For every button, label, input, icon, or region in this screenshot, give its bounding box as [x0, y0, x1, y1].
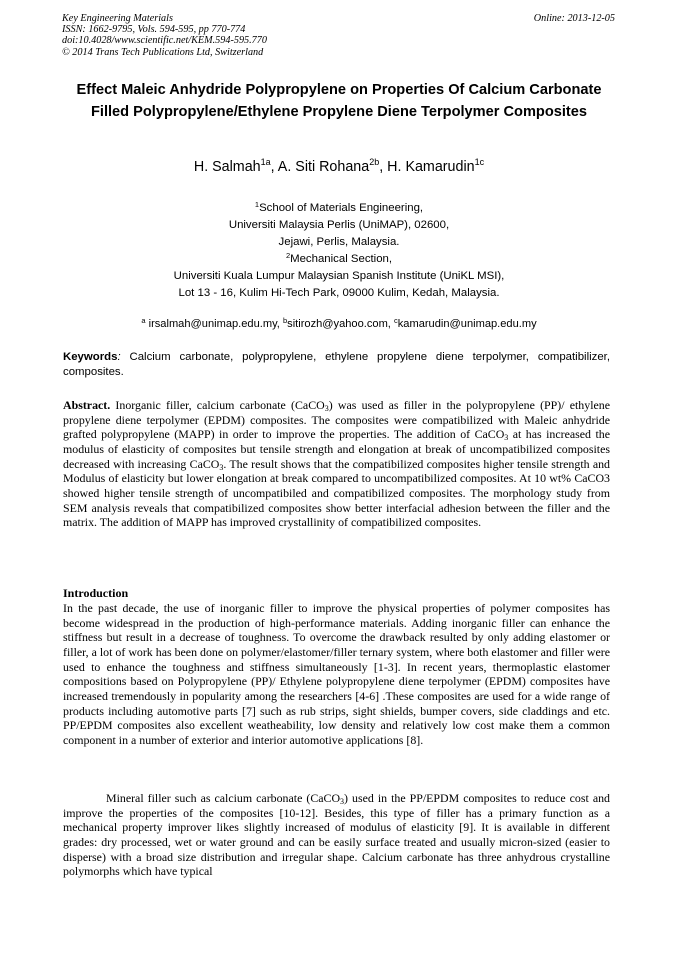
author-list: [58, 158, 620, 176]
affiliation-text: School of Materials Engineering,: [259, 202, 424, 214]
affiliation-mark: 1: [254, 200, 260, 209]
journal-name: Key Engineering Materials: [62, 13, 173, 24]
introduction-paragraph: In the past decade, the use of inorganic filler to improve the physical properties of polymer composites has become widespread in the production of high-performance materials. Adding inorganic filler can enhance the stiffness but result in a decrease of toughness. To overcome the drawback resulted by only adding elastomer or filler, a lot of work has been done on polymer/elastomer/filler ternary system, where both elastomer and filler were used to enhance the toughness and stiffness simultaneously [1-3]. In recent years, thermoplastic elastomer compositions based on Polypropylene (PP)/ Ethylene polypropylene diene terpolymer (EPDM) composites have increased tremendously in popularity among the researchers [4-6] .These composites are used for a wide range of products including automotive parts [7] such as rub strips, sight shields, bumper covers, side claddings and etc. PP/EPDM composites also excellent weatheability, low density and relatively low cost make them a common component in a number of exterior and interior automotive applications [8].: [63, 601, 610, 747]
author-name: H. Kamarudin: [387, 159, 475, 175]
affiliation-text: Mechanical Section,: [290, 253, 393, 266]
author-emails: [58, 317, 620, 331]
affiliation-line: Universiti Kuala Lumpur Malaysian Spanish Institute (UniKL MSI),: [173, 270, 505, 283]
paragraph-text: ) used in the PP/EPDM composites to reduce cost and improve the properties of the composites [10-12]. Besides, this type of filler has a primary function as a mechanical property improver likes slightly increased of modulus of elasticity [9]. It is available in different grades: dry processed, wet or water ground and can be easily surface treated and usually micron-sized (easier to disperse) with a broad size distribution and irregular shape. Calcium carbonate has three anhydrous crystalline polymorphs which have typical: [63, 791, 610, 879]
subscript: 3: [504, 433, 509, 443]
email-link[interactable]: irsalmah@unimap.edu.my,: [145, 318, 283, 330]
author-affil-mark: 1c: [474, 157, 485, 167]
subscript: 3: [219, 462, 224, 472]
doi-line[interactable]: doi:10.4028/www.scientific.net/KEM.594-595.770: [62, 35, 267, 47]
abstract-text: . The result shows that the compatibilized composites higher tensile strength and Modulus of elasticity but lower elongation at break compared to uncompatibilized composites. At 10 wt% CaCO3 showed higher tensile strength of uncompatibiled and compatibilized composites. The morphology study from SEM analysis reveals that compatibilized composites show better interfacial adhesion between the filler and the matrix. The addition of MAPP has improved crystallinity of compatibilized composites.: [63, 456, 610, 530]
author-affil-mark: 2b: [369, 157, 380, 167]
affiliation-line: [58, 251, 620, 268]
keywords-label: Keywords: [63, 351, 118, 363]
affiliations: [58, 200, 620, 303]
abstract-text: ) was used as filler in the polypropylene (PP)/ ethylene propylene diene terpolymer (EPDM) composites. The composites were compatibilized with Maleic anhydride grafted polypropylene (MAPP) in order to improve the properties. The addition of CaCO: [63, 398, 611, 442]
issn-line: ISSN: 1662-9795, Vols. 594-595, pp 770-774: [62, 24, 246, 36]
email-link[interactable]: kamarudin@unimap.edu.my: [397, 318, 537, 330]
abstract-text: at has increased the modulus of elasticity of composites but tensile strength and elongation at break of uncompatibilized composites decreased with increasing CaCO: [63, 427, 610, 471]
abstract-text: Inorganic filler, calcium carbonate (CaCO: [110, 398, 325, 412]
keywords-section: [63, 350, 610, 381]
introduction-paragraph: [63, 791, 610, 879]
affiliation-line: [58, 200, 620, 217]
affiliation-line: Universiti Malaysia Perlis (UniMAP), 02600,: [228, 219, 450, 232]
keywords-colon: :: [117, 351, 121, 363]
subscript: 3: [324, 404, 329, 413]
author-name: H. Salmah: [193, 159, 261, 175]
keywords-text: Calcium carbonate, polypropylene, ethylene propylene diene terpolymer, compatibilizer, composites.: [63, 351, 610, 379]
email-mark: b: [282, 316, 288, 325]
author-separator: ,: [379, 159, 388, 175]
affiliation-line: Jejawi, Perlis, Malaysia.: [278, 236, 400, 249]
copyright-line: © 2014 Trans Tech Publications Ltd, Switzerland: [62, 46, 264, 58]
author-name: A. Siti Rohana: [277, 159, 370, 175]
paper-title: Effect Maleic Anhydride Polypropylene on Properties Of Calcium Carbonate Filled Polypropylene/Ethylene Propylene Diene Terpolymer Composites: [76, 82, 602, 120]
author-separator: ,: [270, 159, 278, 175]
affiliation-mark: 2: [285, 251, 291, 261]
abstract-section: [63, 398, 610, 530]
journal-header: [62, 13, 267, 58]
online-date: Online: 2013-12-05: [533, 13, 615, 24]
paragraph-text: Mineral filler such as calcium carbonate (CaCO: [106, 791, 341, 805]
email-mark: c: [393, 316, 398, 325]
subscript: 3: [340, 797, 345, 806]
affiliation-line: Lot 13 - 16, Kulim Hi-Tech Park, 09000 Kulim, Kedah, Malaysia.: [178, 287, 500, 300]
introduction-heading: Introduction: [63, 586, 129, 600]
email-mark: a: [141, 316, 146, 325]
abstract-label: Abstract.: [63, 398, 111, 412]
author-affil-mark: 1a: [260, 157, 271, 167]
email-link[interactable]: sitirozh@yahoo.com,: [287, 318, 394, 330]
